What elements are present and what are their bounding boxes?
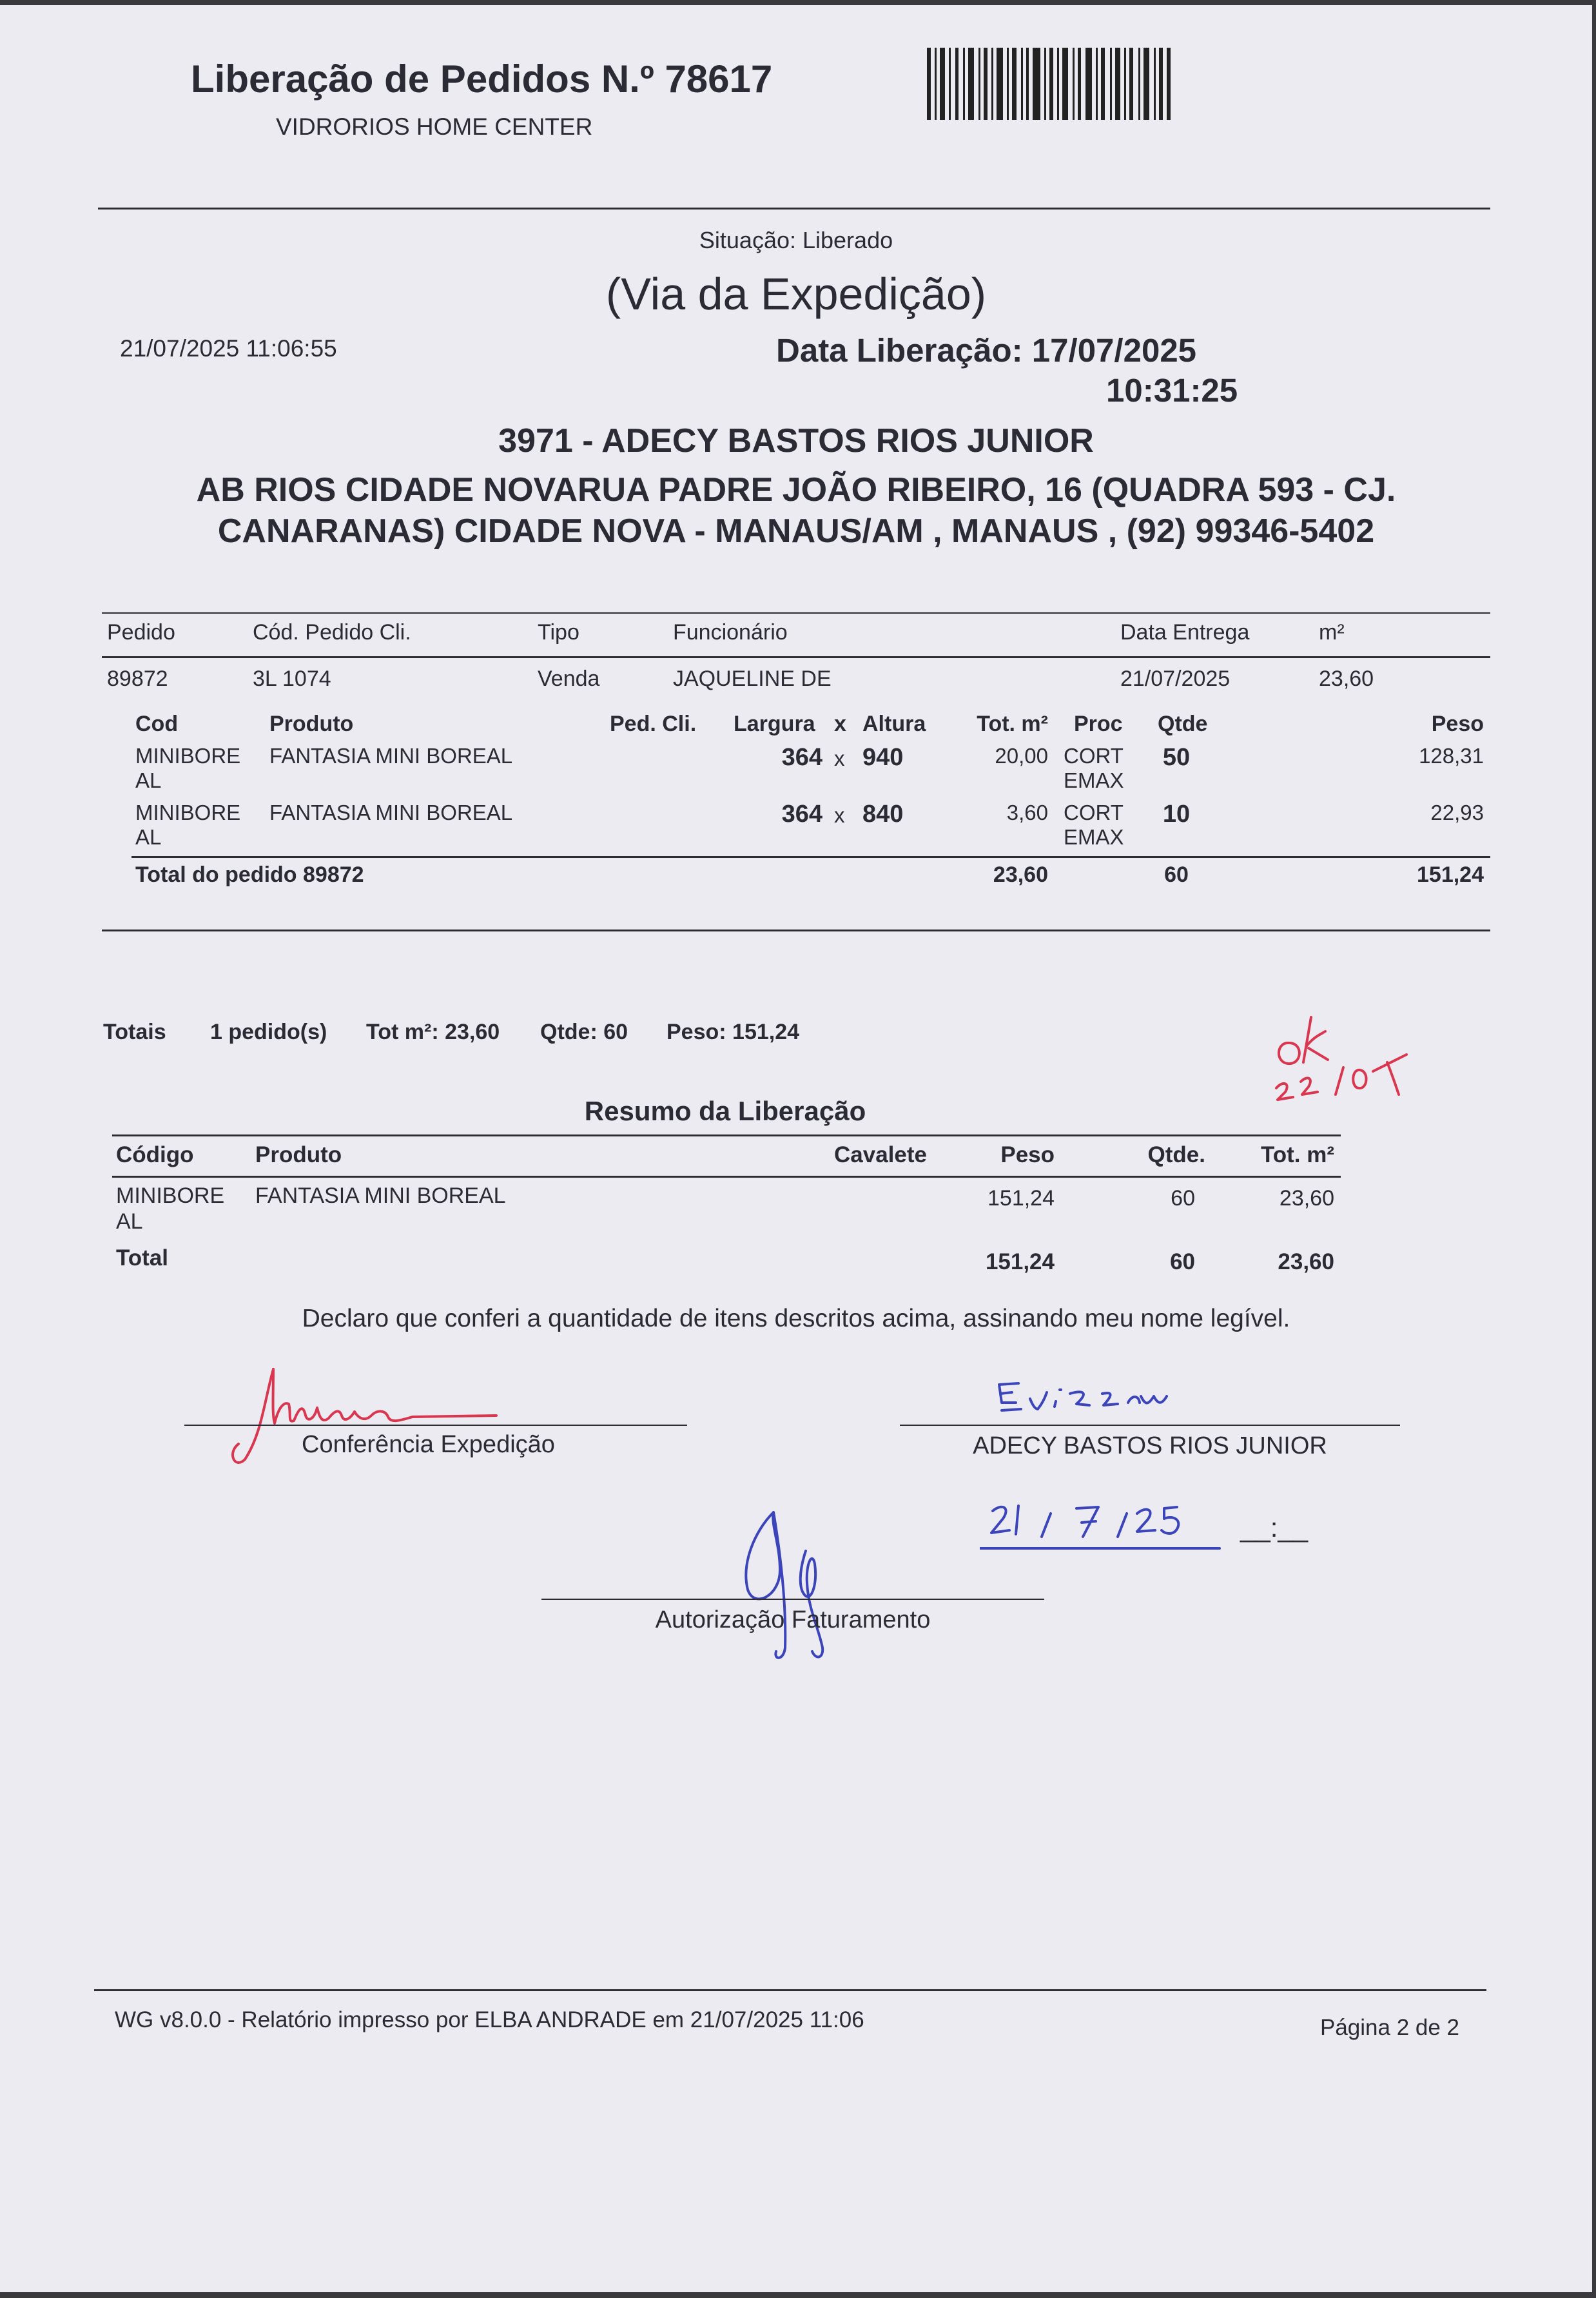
footer-divider: [94, 1989, 1486, 1991]
summary-header-tot-m2: Tot. m²: [1260, 1142, 1334, 1167]
totals-label: Totais: [103, 1020, 166, 1044]
client-signature-label: ADECY BASTOS RIOS JUNIOR: [973, 1432, 1327, 1459]
totals-m2: Tot m²: 23,60: [366, 1020, 500, 1044]
order-total-label: Total do pedido 89872: [135, 862, 364, 887]
items-header-largura: Largura: [734, 712, 815, 736]
item-altura: 840: [862, 801, 904, 828]
order-header-m2: m²: [1319, 620, 1345, 645]
item-cod-line1: MINIBORE: [135, 744, 241, 768]
totals-qtde: Qtde: 60: [540, 1020, 628, 1044]
client-address-line1: AB RIOS CIDADE NOVARUA PADRE JOÃO RIBEIRO, 16 (QUADRA 593 - CJ.: [196, 471, 1396, 509]
document-page: [0, 5, 1592, 2292]
summary-codigo-line1: MINIBORE: [116, 1183, 225, 1208]
summary-header-qtde: Qtde.: [1147, 1142, 1205, 1167]
summary-total-qtde: 60: [1170, 1249, 1195, 1274]
order-tipo: Venda: [538, 667, 600, 691]
client-name: 3971 - ADECY BASTOS RIOS JUNIOR: [498, 422, 1094, 460]
item-x: x: [834, 746, 845, 770]
expedition-signature-label: Conferência Expedição: [302, 1431, 555, 1458]
totals-pedidos: 1 pedido(s): [210, 1020, 327, 1044]
handwritten-date: [980, 1492, 1225, 1563]
items-header-x: x: [834, 712, 846, 736]
billing-signature-label: Autorização Faturamento: [655, 1606, 931, 1633]
items-header-peso: Peso: [1431, 712, 1484, 736]
order-table-header-rule: [102, 656, 1490, 658]
document-title: Liberação de Pedidos N.º 78617: [191, 57, 773, 101]
order-m2: 23,60: [1319, 667, 1374, 691]
order-funcionario: JAQUELINE DE: [673, 667, 832, 691]
order-header-data-entrega: Data Entrega: [1120, 620, 1250, 645]
order-total-peso: 151,24: [1417, 862, 1484, 887]
item-largura: 364: [781, 744, 822, 771]
item-proc-line1: CORT: [1064, 744, 1124, 768]
expedition-signature-line: [184, 1425, 687, 1426]
item-x: x: [834, 803, 845, 827]
summary-codigo-line2: AL: [116, 1209, 143, 1234]
summary-tot-m2: 23,60: [1279, 1186, 1334, 1211]
totals-peso: Peso: 151,24: [667, 1020, 800, 1044]
order-pedido: 89872: [107, 667, 168, 691]
summary-title: Resumo da Liberação: [584, 1096, 866, 1126]
items-header-altura: Altura: [862, 712, 926, 736]
company-name: VIDRORIOS HOME CENTER: [276, 113, 593, 140]
items-header-ped-cli: Ped. Cli.: [610, 712, 697, 736]
order-total-qtde: 60: [1164, 862, 1189, 887]
order-total-m2: 23,60: [993, 862, 1048, 887]
summary-total-peso: 151,24: [985, 1249, 1055, 1274]
item-proc-line1: CORT: [1064, 801, 1124, 824]
order-header-cod-pedido-cli: Cód. Pedido Cli.: [253, 620, 411, 645]
items-header-qtde: Qtde: [1158, 712, 1208, 736]
summary-header-peso: Peso: [1000, 1142, 1055, 1167]
billing-signature-line: [541, 1599, 1044, 1600]
page-number: Página 2 de 2: [1320, 2015, 1460, 2040]
client-signature-line: [900, 1425, 1400, 1426]
items-total-rule: [131, 856, 1490, 858]
item-qtde: 50: [1162, 744, 1191, 771]
item-produto: FANTASIA MINI BOREAL: [269, 744, 513, 768]
order-header-funcionario: Funcionário: [673, 620, 788, 645]
declaration-text: Declaro que conferi a quantidade de itens descritos acima, assinando meu nome legível.: [302, 1305, 1290, 1332]
summary-total-label: Total: [116, 1245, 169, 1271]
item-qtde: 10: [1162, 801, 1191, 828]
order-data-entrega: 21/07/2025: [1120, 667, 1231, 691]
release-time: 10:31:25: [1106, 372, 1238, 409]
summary-produto: FANTASIA MINI BOREAL: [255, 1183, 506, 1208]
summary-top-rule: [112, 1134, 1341, 1136]
item-tot-m2: 20,00: [995, 744, 1048, 768]
situation-text: Situação: Liberado: [699, 227, 893, 253]
item-cod-line2: AL: [135, 825, 162, 849]
footer-print-info: WG v8.0.0 - Relatório impresso por ELBA ANDRADE em 21/07/2025 11:06: [115, 2007, 864, 2032]
item-altura: 940: [862, 744, 904, 771]
barcode: [927, 48, 1172, 120]
item-cod-line2: AL: [135, 768, 162, 792]
items-header-tot-m2: Tot. m²: [977, 712, 1048, 736]
summary-peso: 151,24: [988, 1186, 1055, 1211]
order-header-pedido: Pedido: [107, 620, 175, 645]
item-cod-line1: MINIBORE: [135, 801, 241, 824]
items-bottom-rule: [102, 930, 1490, 931]
time-field: __:__: [1240, 1512, 1309, 1543]
summary-header-codigo: Código: [116, 1142, 194, 1167]
summary-header-produto: Produto: [255, 1142, 342, 1167]
item-peso: 128,31: [1419, 744, 1484, 768]
item-largura: 364: [781, 801, 822, 828]
item-produto: FANTASIA MINI BOREAL: [269, 801, 513, 824]
order-table-top-rule: [102, 612, 1490, 614]
items-header-proc: Proc: [1074, 712, 1123, 736]
order-cod-pedido-cli: 3L 1074: [253, 667, 331, 691]
items-header-produto: Produto: [269, 712, 354, 736]
client-address-line2: CANARANAS) CIDADE NOVA - MANAUS/AM , MANAUS , (92) 99346-5402: [217, 512, 1375, 550]
item-tot-m2: 3,60: [1006, 801, 1048, 824]
billing-signature: [709, 1499, 864, 1667]
order-header-tipo: Tipo: [538, 620, 579, 645]
item-proc-line2: EMAX: [1064, 768, 1124, 792]
handwritten-ok-note: [1263, 991, 1418, 1114]
print-datetime: 21/07/2025 11:06:55: [120, 335, 337, 362]
summary-qtde: 60: [1171, 1186, 1195, 1211]
via-title: (Via da Expedição): [605, 269, 987, 319]
header-divider: [98, 208, 1490, 209]
item-peso: 22,93: [1430, 801, 1484, 824]
items-header-cod: Cod: [135, 712, 179, 736]
summary-header-rule: [112, 1176, 1341, 1178]
item-proc-line2: EMAX: [1064, 825, 1124, 849]
release-date: Data Liberação: 17/07/2025: [776, 332, 1197, 369]
summary-header-cavalete: Cavalete: [834, 1142, 927, 1167]
summary-total-tot-m2: 23,60: [1278, 1249, 1334, 1274]
